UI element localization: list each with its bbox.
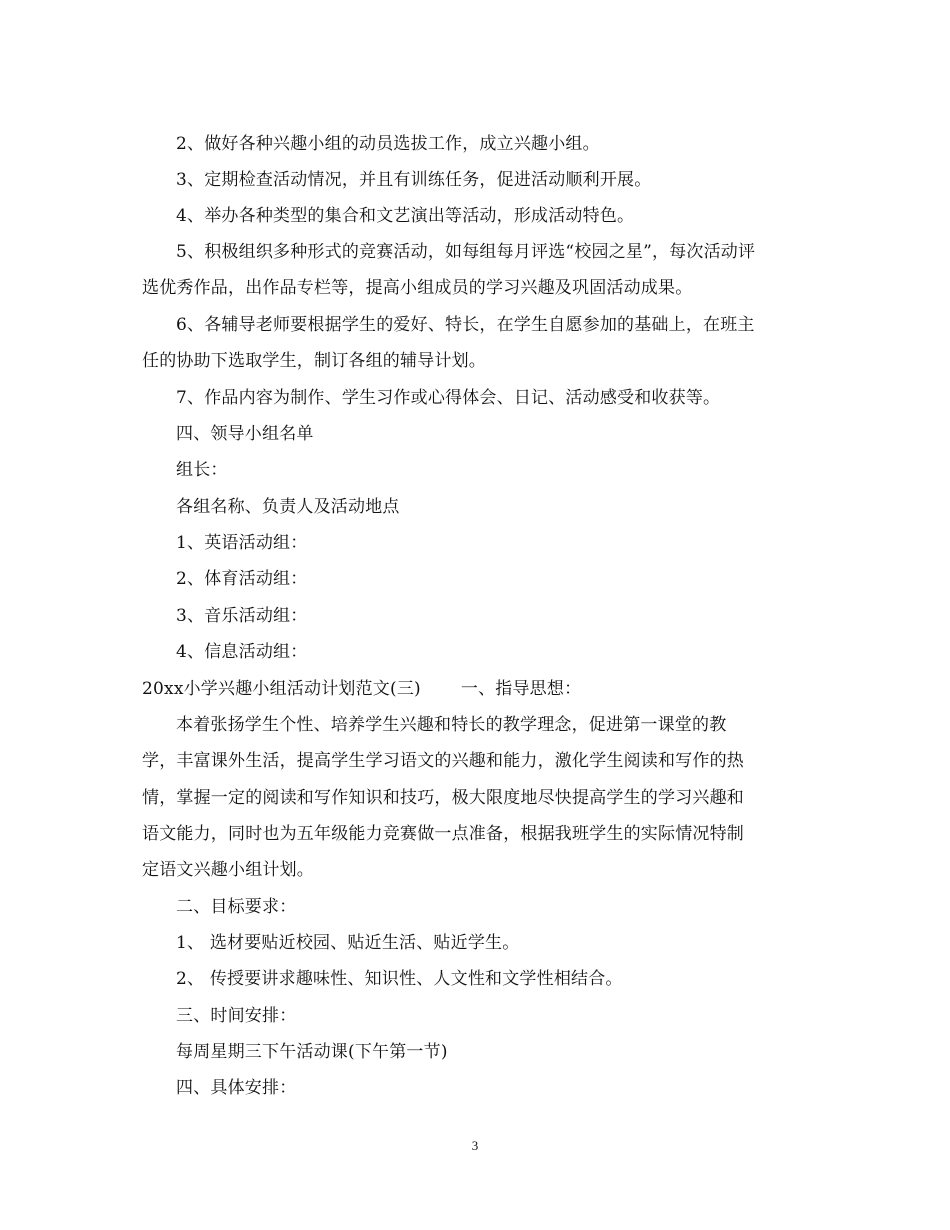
paragraph-line: 每周星期三下午活动课(下午第一节) (176, 1042, 448, 1062)
heading-line: 四、领导小组名单 (176, 424, 314, 444)
paragraph-line: 4、举办各种类型的集合和文艺演出等活动，形成活动特色。 (176, 206, 635, 226)
heading-line: 三、时间安排： (176, 1006, 297, 1026)
list-item: 1、英语活动组： (176, 533, 308, 553)
section-first-heading: 一、指导思想： (460, 679, 582, 699)
list-item: 1、 选材要贴近校园、贴近生活、贴近学生。 (176, 933, 520, 953)
paragraph-line: 3、定期检查活动情况，并且有训练任务，促进活动顺利开展。 (176, 170, 652, 190)
list-item: 4、信息活动组： (176, 642, 308, 662)
paragraph-line: 组长： (176, 460, 228, 480)
paragraph-line: 2、做好各种兴趣小组的动员选拔工作，成立兴趣小组。 (176, 134, 600, 154)
paragraph-line: 6、各辅导老师要根据学生的爱好、特长，在学生自愿参加的基础上，在班主 (176, 315, 755, 335)
section-title: 20xx小学兴趣小组活动计划范文(三) (142, 679, 421, 699)
heading-line: 二、目标要求： (176, 897, 297, 917)
paragraph-line: 学，丰富课外生活，提高学生学习语文的兴趣和能力，激化学生阅读和写作的热 (142, 751, 744, 771)
list-item: 2、体育活动组： (176, 569, 308, 589)
heading-line: 四、具体安排： (176, 1078, 297, 1098)
paragraph-line: 选优秀作品，出作品专栏等，提高小组成员的学习兴趣及巩固活动成果。 (142, 278, 693, 298)
list-item: 3、音乐活动组： (176, 606, 308, 626)
paragraph-line: 语文能力，同时也为五年级能力竞赛做一点准备，根据我班学生的实际情况特制 (142, 824, 744, 844)
list-item: 2、 传授要讲求趣味性、知识性、人文性和文学性相结合。 (176, 969, 623, 989)
paragraph-line: 情，掌握一定的阅读和写作知识和技巧，极大限度地尽快提高学生的学习兴趣和 (142, 788, 744, 808)
paragraph-line: 任的协助下选取学生，制订各组的辅导计划。 (142, 351, 486, 371)
paragraph-line: 5、积极组织多种形式的竞赛活动，如每组每月评选“校园之星”，每次活动评 (176, 242, 756, 262)
paragraph-line: 本着张扬学生个性、培养学生兴趣和特长的教学理念，促进第一课堂的教 (176, 715, 727, 735)
paragraph-line: 各组名称、负责人及活动地点 (176, 497, 400, 517)
paragraph-line: 7、作品内容为制作、学生习作或心得体会、日记、活动感受和收获等。 (176, 388, 721, 408)
section-title-line (142, 677, 812, 701)
paragraph-line: 定语文兴趣小组计划。 (142, 860, 314, 880)
page-number: 3 (471, 1138, 479, 1153)
